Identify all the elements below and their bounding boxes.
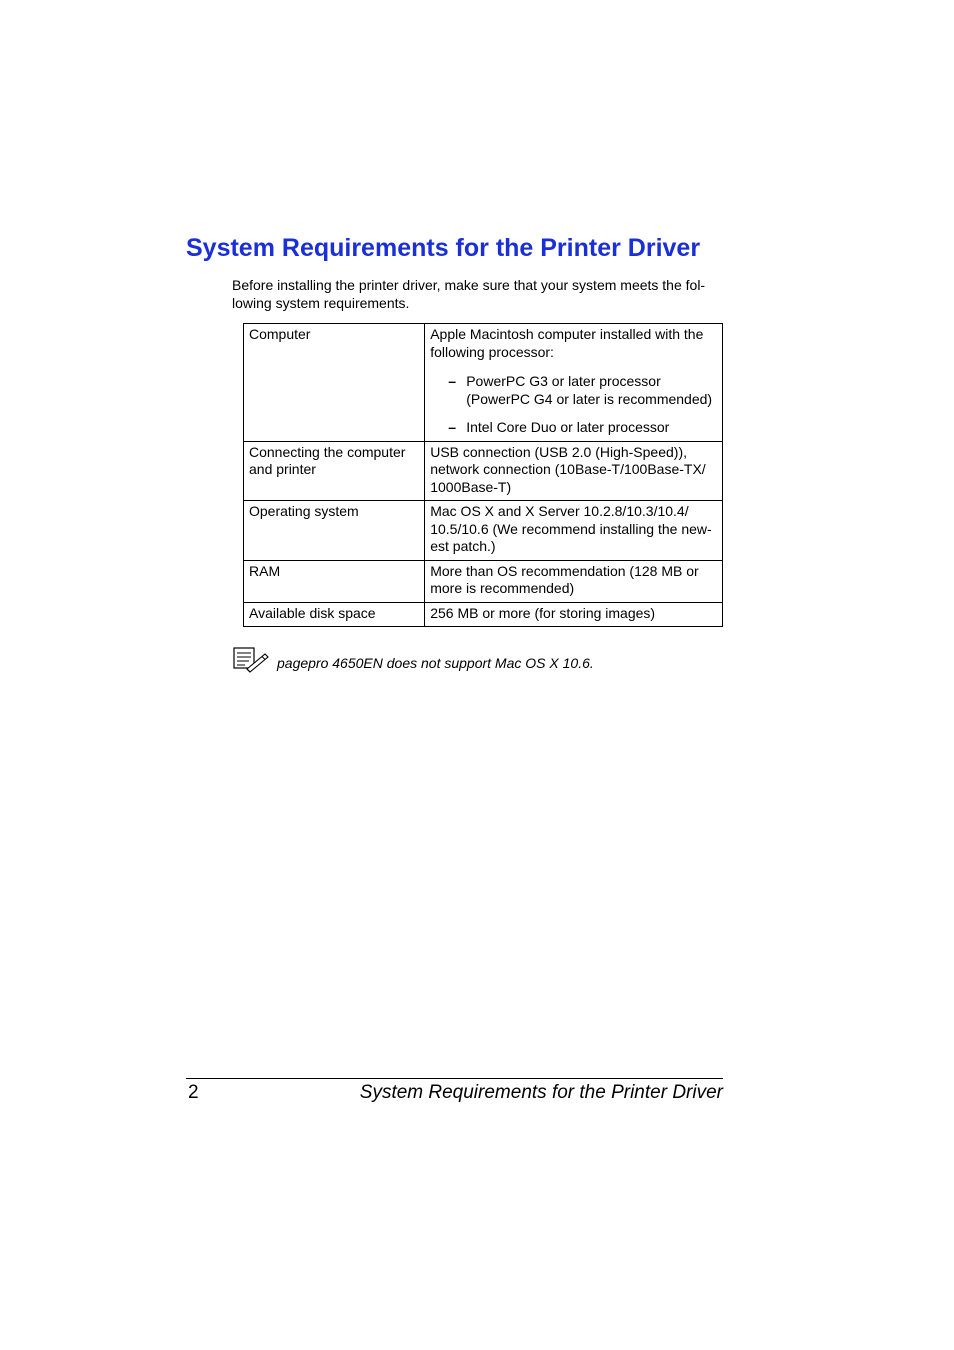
list-item: [430, 373, 717, 408]
row-label: Connecting the computer and printer: [244, 441, 425, 501]
row-label: RAM: [244, 560, 425, 602]
table-row: [244, 441, 723, 501]
row-label: Computer: [244, 324, 425, 442]
dash-bullet: –: [448, 419, 457, 435]
page-title: System Requirements for the Printer Driver: [186, 234, 701, 262]
footer-section-title: System Requirements for the Printer Driver: [359, 1082, 723, 1103]
table-row: [244, 501, 723, 561]
table-row: [244, 602, 723, 627]
row-label: Operating system: [244, 501, 425, 561]
row-value: USB connection (USB 2.0 (High-Speed)), network connection (10Base-T/100Base-TX/ 1000Base-T): [425, 441, 723, 501]
row-value: More than OS recommendation (128 MB or more is recommended): [425, 560, 723, 602]
row-value: [425, 324, 723, 442]
processor-list: [430, 373, 717, 437]
table-row: [244, 324, 723, 442]
row-value: 256 MB or more (for storing images): [425, 602, 723, 627]
list-item: [430, 419, 717, 437]
table-row: [244, 560, 723, 602]
dash-bullet: –: [448, 373, 457, 389]
row-label: Available disk space: [244, 602, 425, 627]
requirements-table: [243, 323, 723, 627]
footer-divider: [186, 1078, 723, 1079]
page-number: 2: [188, 1082, 199, 1103]
note-pencil-icon: [233, 647, 269, 673]
note-block: [233, 647, 723, 677]
row-value: Mac OS X and X Server 10.2.8/10.3/10.4/ 10.5/10.6 (We recommend installing the new- est patch.): [425, 501, 723, 561]
list-item-text: Intel Core Duo or later processor: [466, 419, 670, 435]
intro-paragraph: Before installing the printer driver, make sure that your system meets the fol- lowing system requirements.: [232, 277, 706, 311]
row-value-text: Apple Macintosh computer installed with the following processor:: [430, 326, 704, 360]
note-text: pagepro 4650EN does not support Mac OS X 10.6.: [277, 655, 594, 671]
list-item-text: PowerPC G3 or later processor (PowerPC G4 or later is recommended): [466, 373, 713, 407]
